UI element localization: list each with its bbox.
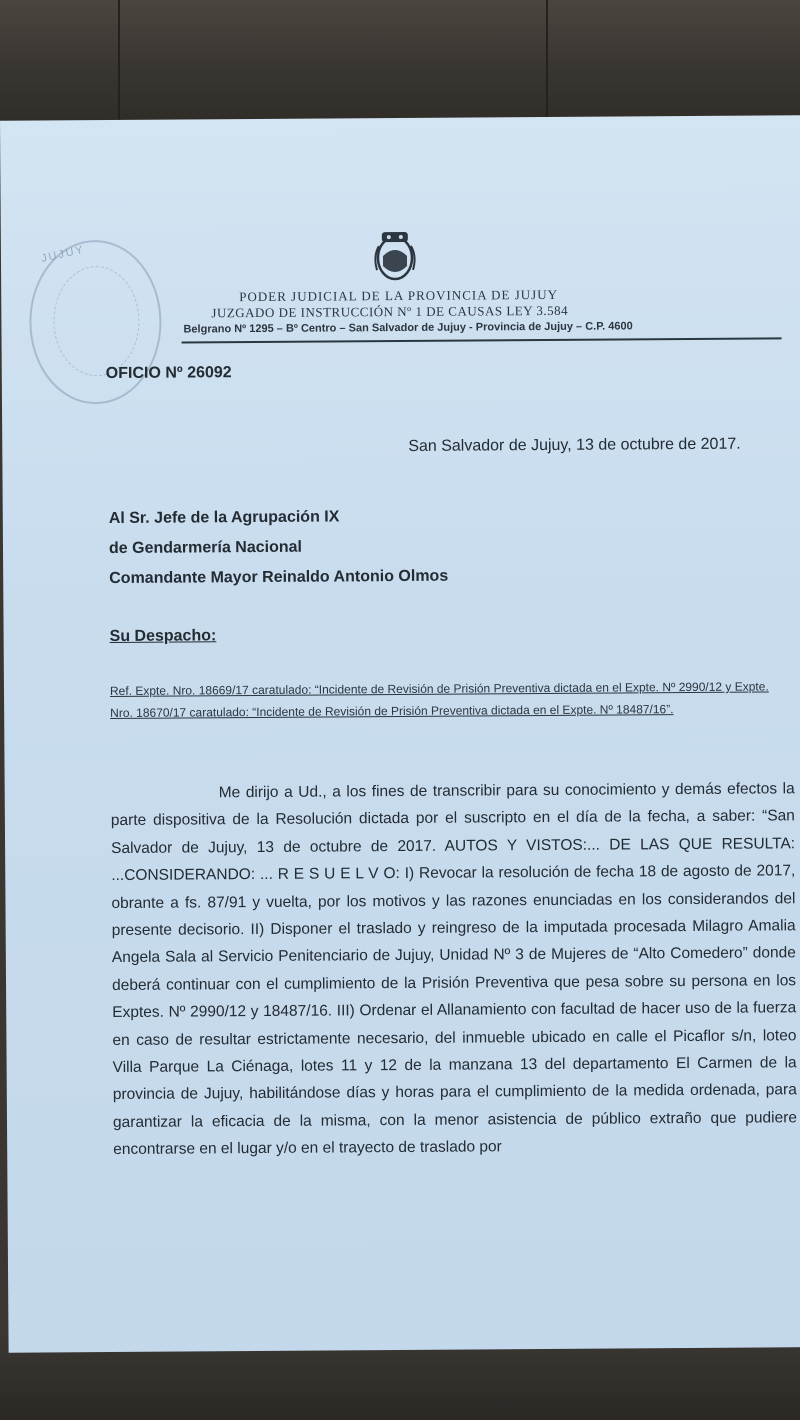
date-line: San Salvador de Jujuy, 13 de octubre de 2017. — [408, 435, 741, 455]
letterhead-court: PODER JUDICIAL DE LA PROVINCIA DE JUJUY — [239, 286, 559, 305]
addressee-line-1: Al Sr. Jefe de la Agrupación IX — [108, 508, 340, 528]
letterhead-address: Belgrano Nº 1295 – Bº Centro – San Salvador de Jujuy - Provincia de Jujuy – C.P. 4600 — [183, 320, 633, 336]
wood-background-bottom — [0, 1340, 800, 1420]
provincial-crest-icon — [369, 226, 421, 284]
letterhead-tribunal: JUZGADO DE INSTRUCCIÓN Nº 1 DE CAUSAS LEY 3.584 — [211, 302, 569, 321]
salutation: Su Despacho: — [109, 627, 217, 646]
oficio-number: OFICIO Nº 26092 — [105, 364, 232, 383]
wood-seam — [118, 0, 120, 130]
reference-line: Ref. Expte. Nro. 18669/17 caratulado: “Incidente de Revisión de Prisión Preventiva dictada en el Expte. Nº 2990/12 y Expte. Nro. 18670/17 caratulado: “Incidente de Revisión de Prisión Preventiva dictada en el Expte. Nº 18487/16”. — [109, 679, 769, 721]
seal-inner-ring — [53, 266, 140, 377]
document-page — [0, 115, 800, 1353]
letterhead-rule — [182, 337, 782, 343]
wood-background-top — [0, 0, 800, 130]
wood-seam — [546, 0, 548, 130]
body-paragraph: Me dirijo a Ud., a los fines de transcribir para su conocimiento y demás efectos la parte dispositiva de la Resolución dictada por el suscripto en el día de la fecha, a saber: “San Salvador de Jujuy, 13 de octubre de 2017. AUTOS Y VISTOS:... DE LAS QUE RESULTA: ...CONSIDERANDO: ... R E S U E L V O: I) Revocar la resolución de fecha 18 de agosto de 2017, obrante a fs. 87/91 y vuelta, por los motivos y las razones enunciadas en los considerandos del presente decisorio. II) Disponer el traslado y reingreso de la imputada procesada Milagro Amalia Angela Sala al Servicio Penitenciario de Jujuy, Unidad Nº 3 de Mujeres de “Alto Comedero” donde deberá continuar con el cumplimiento de la Prisión Preventiva que pesa sobre su persona en los Exptes. Nº 2990/12 y 18487/16. III) Ordenar el Allanamiento con facultad de hacer uso de la fuerza en caso de resultar estrictamente necesario, del inmueble ubicado en calle el Picaflor s/n, loteo Villa Parque La Ciénaga, lotes 11 y 12 de la manzana 13 del departamento El Carmen de la provincia de Jujuy, habilitándose días y horas para el cumplimiento de la medida ordenada, para garantizar la eficacia de la misma, con la menor asistencia de público extraño que pudiere encontrarse en el lugar y/o en el trayecto de traslado por — [110, 780, 798, 1159]
addressee-line-3: Comandante Mayor Reinaldo Antonio Olmos — [109, 567, 449, 588]
stamp-text: JUJUY — [40, 243, 86, 265]
letterhead — [181, 285, 781, 336]
addressee-line-2: de Gendarmería Nacional — [108, 538, 303, 558]
